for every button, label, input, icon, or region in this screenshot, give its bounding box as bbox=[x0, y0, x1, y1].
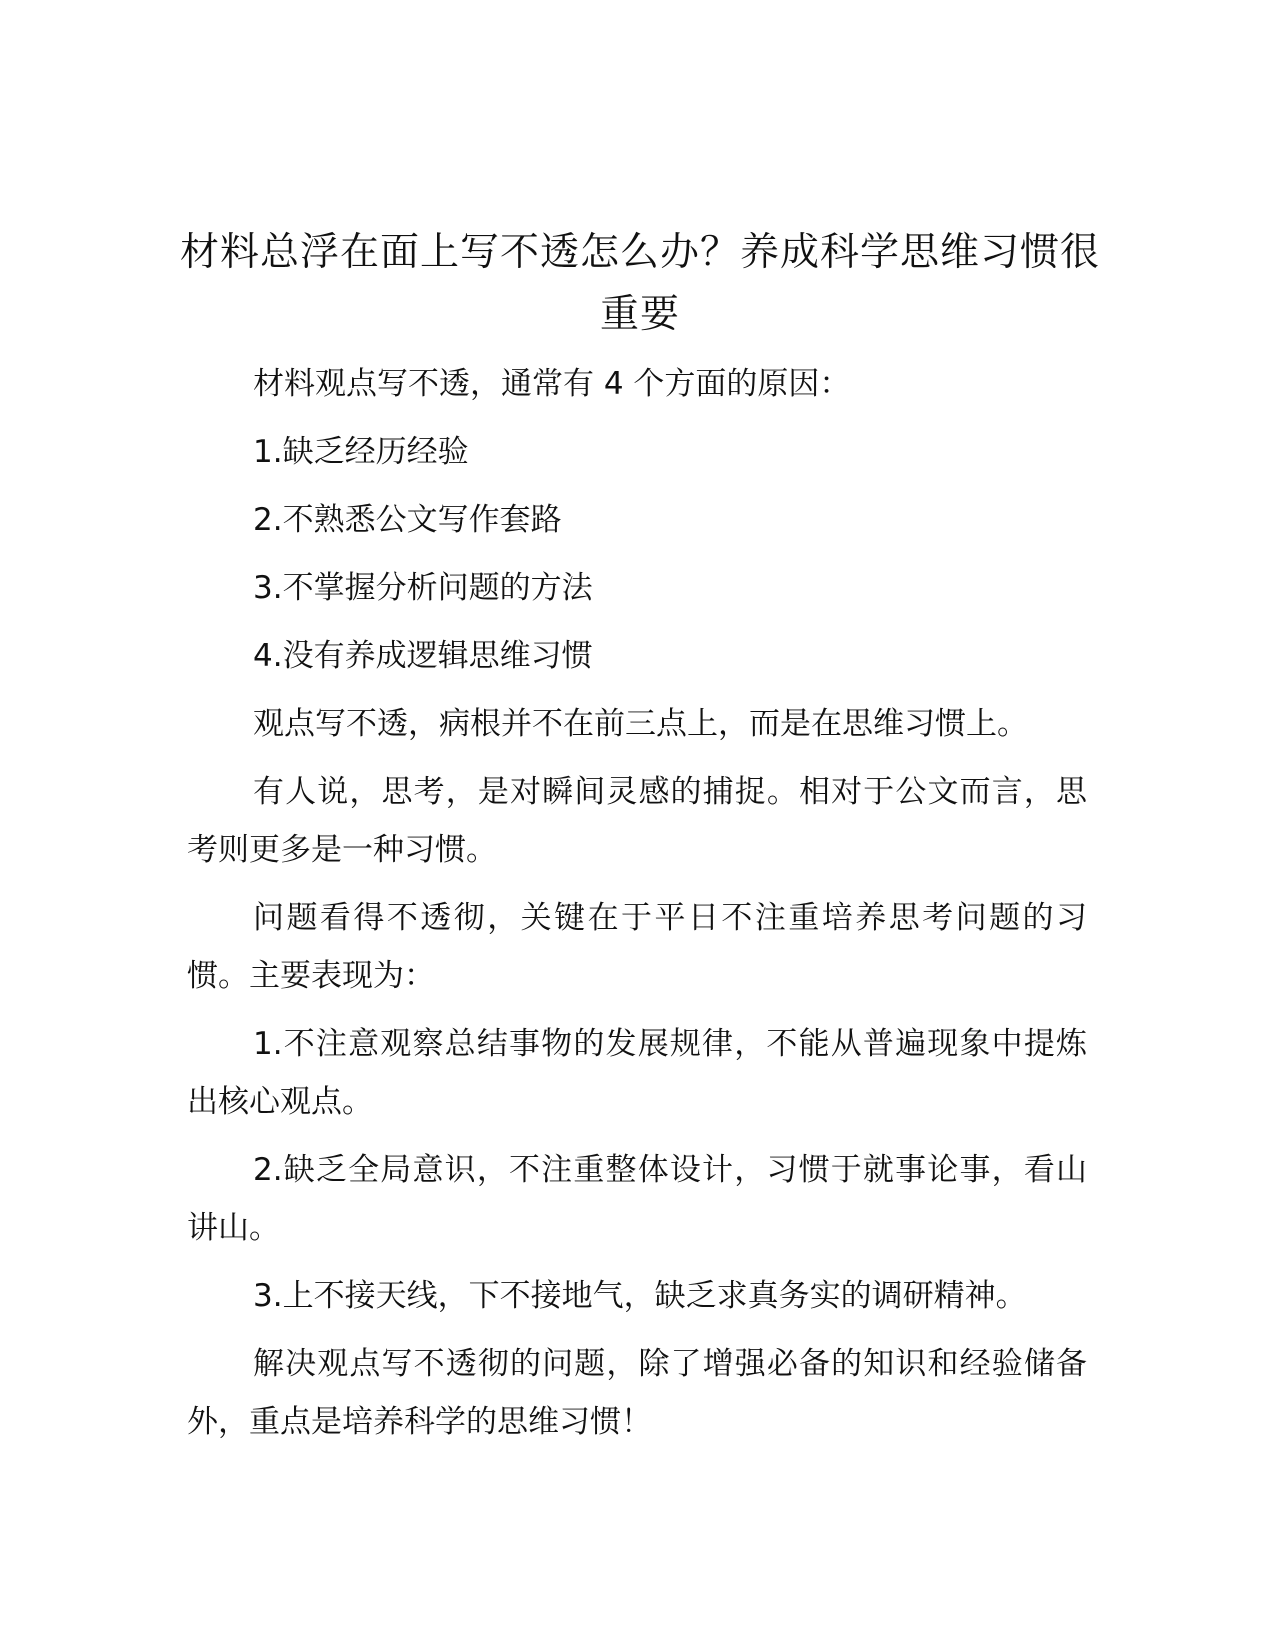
list-item-manifestation-3: 3.上不接天线，下不接地气，缺乏求真务实的调研精神。 bbox=[253, 1278, 1027, 1314]
document-title: 材料总浮在面上写不透怎么办？养成科学思维习惯很重要 bbox=[180, 230, 1101, 337]
list-item-reason-3: 3.不掌握分析问题的方法 bbox=[253, 570, 593, 606]
paragraph-root-cause: 观点写不透，病根并不在前三点上，而是在思维习惯上。 bbox=[253, 706, 1028, 742]
list-item-manifestation-1: 1.不注意观察总结事物的发展规律，不能从普遍现象中提炼出核心观点。 bbox=[187, 1026, 1087, 1120]
paragraph-intro: 材料观点写不透，通常有 4 个方面的原因： bbox=[253, 366, 851, 402]
paragraph-manifestations: 问题看得不透彻，关键在于平日不注重培养思考问题的习惯。主要表现为： bbox=[187, 900, 1087, 994]
list-item-manifestation-2: 2.缺乏全局意识，不注重整体设计，习惯于就事论事，看山讲山。 bbox=[187, 1152, 1087, 1246]
document-body bbox=[187, 355, 1087, 1461]
list-item-reason-2: 2.不熟悉公文写作套路 bbox=[253, 502, 562, 538]
paragraph-thinking-habit: 有人说，思考，是对瞬间灵感的捕捉。相对于公文而言，思考则更多是一种习惯。 bbox=[187, 774, 1087, 868]
paragraph-conclusion: 解决观点写不透彻的问题，除了增强必备的知识和经验储备外，重点是培养科学的思维习惯！ bbox=[187, 1346, 1087, 1440]
list-item-reason-1: 1.缺乏经历经验 bbox=[253, 434, 469, 470]
list-item-reason-4: 4.没有养成逻辑思维习惯 bbox=[253, 638, 593, 674]
